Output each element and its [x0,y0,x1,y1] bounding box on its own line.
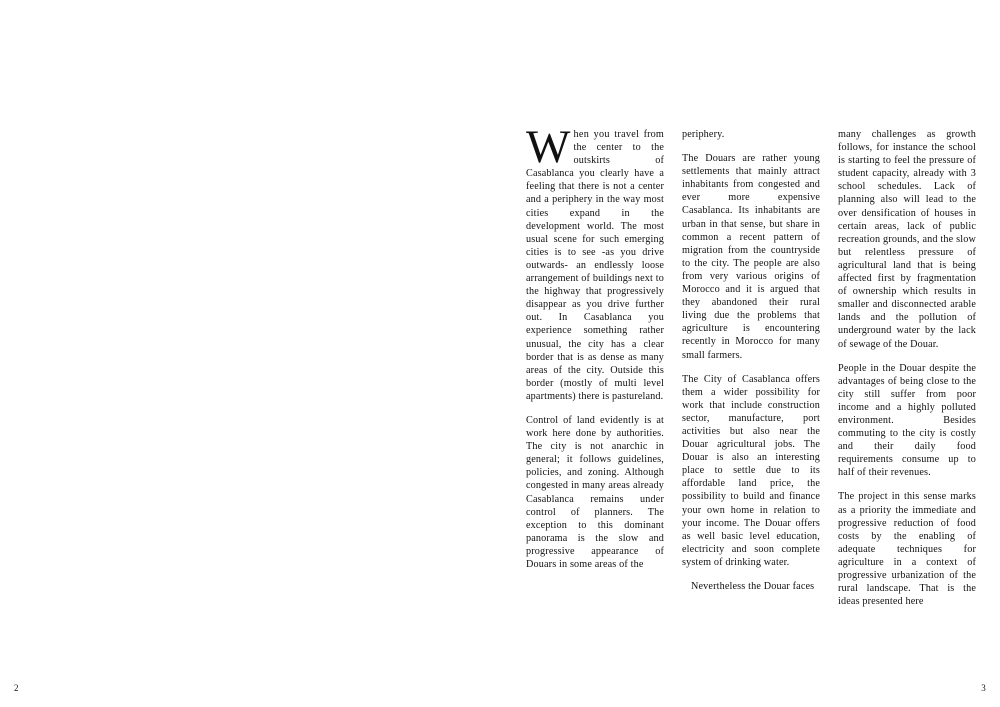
page-number-right: 3 [981,683,986,693]
paragraph-dropcap [526,121,664,403]
article-body [526,121,978,608]
text-column-3 [838,128,976,608]
paragraph-douars-young: The Douars are rather young settlements that mainly attract inhabitants from congested and ever more expensive Casablanca. Its inhabitants are urban in that sense, but share in common a recent pattern of migration from the countryside to the city. The people are also from very various origins of Morocco and it is argued that they abandoned their rural living due the problems that agriculture is encountering recently in Morocco for many small farmers. [682,153,820,361]
paragraph-control-of-land: Control of land evidently is at work here done by authorities. The city is not anarchic in general; it follows guidelines, policies, and zoning. Although congested in many areas already Casablanca remains under control of planners. The exception to this dominant panorama is the slow and progressive appearance of Douars in some areas of the [526,414,664,570]
page-number-left: 2 [14,683,19,693]
paragraph-challenges: many challenges as growth follows, for instance the school is starting to feel the pressure of student capacity, already with 3 school schedules. Lack of planning also will lead to the over densification of houses in certain areas, lack of public recreation grounds, and the slow but relentless pressure of agricultural land that is being affected first by fragmentation of ownership which results in smaller and disconnected arable lands and the pollution of underground water by the lack of sewage of the Douar. [838,129,976,350]
paragraph-people-in-douar: People in the Douar despite the advantages of being close to the city still suffer from poor income and a highly polluted environment. Besides commuting to the city is costly and their daily food requirements consume up to half of their revenues. [838,362,976,479]
paragraph-city-offers: The City of Casablanca offers them a wider possibility for work that include construction sector, manufacture, port activities but also near the Douar agricultural jobs. The Douar is also an interesting place to settle due to its affordable land price, the possibility to build and finance your own home in relation to your income. The Douar offers as well basic level education, electricity and soon complete system of drinking water. [682,373,820,568]
right-page [500,0,1000,707]
paragraph-nevertheless: Nevertheless the Douar faces [691,581,815,592]
paragraph-periphery: periphery. [682,129,725,140]
paragraph-lead-in: hen you travel [573,129,640,140]
text-column-2 [682,128,820,608]
paragraph-project-priority: The project in this sense marks as a priority the immediate and progressive reduction of food costs by the enabling of adequate techniques for agriculture in a context of progressive urbanization of the rural landscape. That is the ideas presented here [838,491,976,608]
paragraph-text: from the center to the outskirts of Casablanca you clearly have a feeling that there is not a center and a periphery in the way most cities expand in the development world. The most usual scene for such emerging cities is to see -as you drive outwards- an endlessly loose arrangement of buildings next to the highway that progressively disappear as you drive further out. In Casablanca you experience something rather unusual, the city has a clear border that is as dense as many areas of the city. Outside this border (mostly of multi level apartments) there is pastureland. [526,129,664,402]
drop-cap-letter: W [526,121,571,173]
text-column-1 [526,121,664,608]
